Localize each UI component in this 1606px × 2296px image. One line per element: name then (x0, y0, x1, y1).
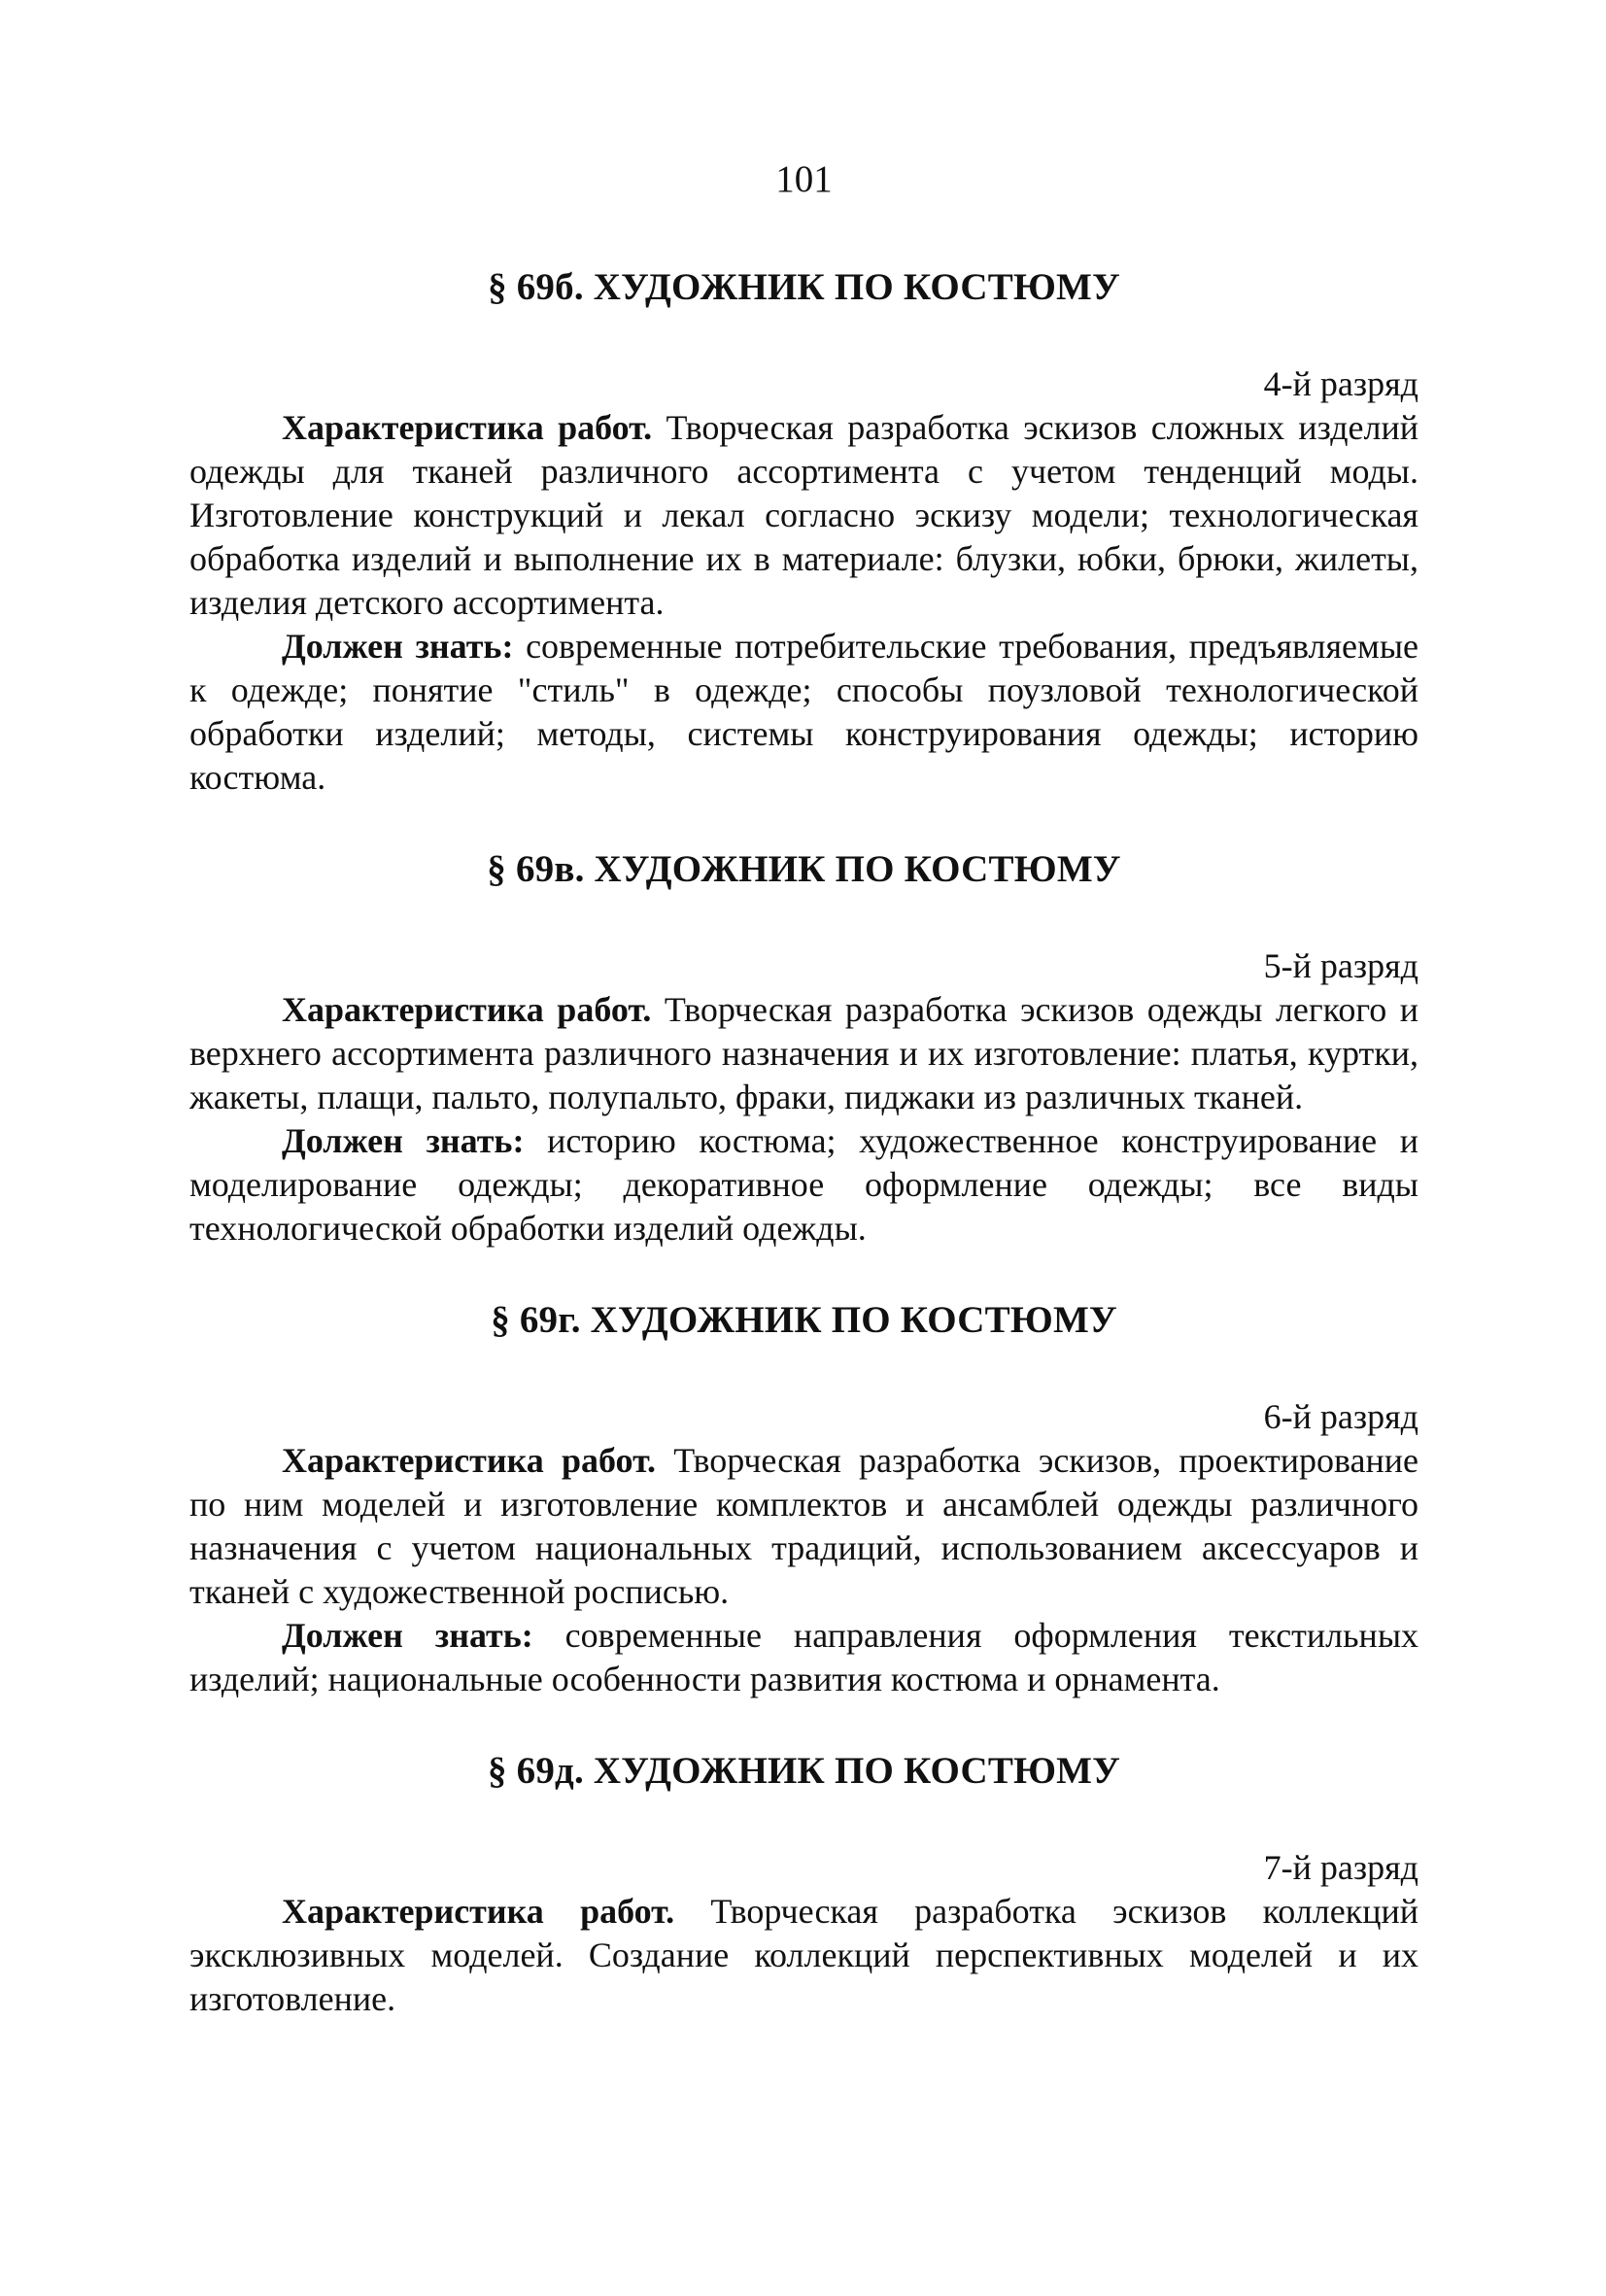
required-knowledge (189, 1119, 1418, 1251)
characteristic-text: Творческая разработка эскизов сложных изделий одежды для тканей различного ассортимента с учетом тенденций моды. Изготовление конструкций и лекал согласно эскизу модели; технологическая обработка изделий и выполнение их в материале: блузки, юбки, брюки, жилеты, изделия детского ассортимента. (189, 408, 1418, 622)
characteristic-label: Характеристика работ. (282, 990, 652, 1029)
section-69g (189, 1301, 1418, 1701)
characteristic-label: Характеристика работ. (282, 1441, 657, 1480)
knowledge-label: Должен знать: (282, 1121, 525, 1160)
section-title: § 69б. ХУДОЖНИК ПО КОСТЮМУ (488, 266, 1120, 308)
section-title: § 69в. ХУДОЖНИК ПО КОСТЮМУ (487, 848, 1121, 890)
knowledge-text: современные потребительские требования, предъявляемые к одежде; понятие "стиль" в одежде; способы поузловой технологической обработки изделий; методы, системы конструирования одежды; историю костюма. (189, 627, 1418, 797)
knowledge-label: Должен знать: (282, 1616, 533, 1655)
section-69b (189, 268, 1418, 800)
work-characteristic (189, 988, 1418, 1119)
section-69d (189, 1752, 1418, 2021)
required-knowledge (189, 625, 1418, 800)
grade-label: 7-й разряд (1263, 1848, 1418, 1887)
characteristic-text: Творческая разработка эскизов одежды легкого и верхнего ассортимента различного назначения и их изготовление: платья, куртки, жакеты, плащи, пальто, полупальто, фраки, пиджаки из различных тканей. (189, 990, 1418, 1116)
characteristic-label: Характеристика работ. (282, 1892, 675, 1931)
characteristic-label: Характеристика работ. (282, 408, 653, 447)
knowledge-label: Должен знать: (282, 627, 514, 666)
characteristic-text: Творческая разработка эскизов, проектирование по ним моделей и изготовление комплектов и ансамблей одежды различного назначения с учетом национальных традиций, использованием аксессуаров и тканей с художественной росписью. (189, 1441, 1418, 1611)
grade-label: 5-й разряд (1263, 946, 1418, 985)
work-characteristic (189, 1890, 1418, 2021)
work-characteristic (189, 406, 1418, 625)
page-number: 101 (775, 158, 833, 200)
knowledge-text: современные направления оформления текстильных изделий; национальные особенности развития костюма и орнамента. (189, 1616, 1419, 1698)
knowledge-text: историю костюма; художественное конструирование и моделирование одежды; декоративное оформление одежды; все виды технологической обработки изделий одежды. (189, 1121, 1419, 1248)
grade-label: 4-й разряд (1263, 364, 1418, 403)
characteristic-text: Творческая разработка эскизов коллекций эксклюзивных моделей. Создание коллекций перспективных моделей и их изготовление. (189, 1892, 1418, 2018)
work-characteristic (189, 1439, 1418, 1614)
section-69v (189, 850, 1418, 1251)
document-page (189, 160, 1418, 2072)
grade-label: 6-й разряд (1263, 1397, 1418, 1436)
section-title: § 69г. ХУДОЖНИК ПО КОСТЮМУ (491, 1299, 1117, 1341)
section-title: § 69д. ХУДОЖНИК ПО КОСТЮМУ (487, 1750, 1121, 1792)
required-knowledge (189, 1614, 1418, 1701)
